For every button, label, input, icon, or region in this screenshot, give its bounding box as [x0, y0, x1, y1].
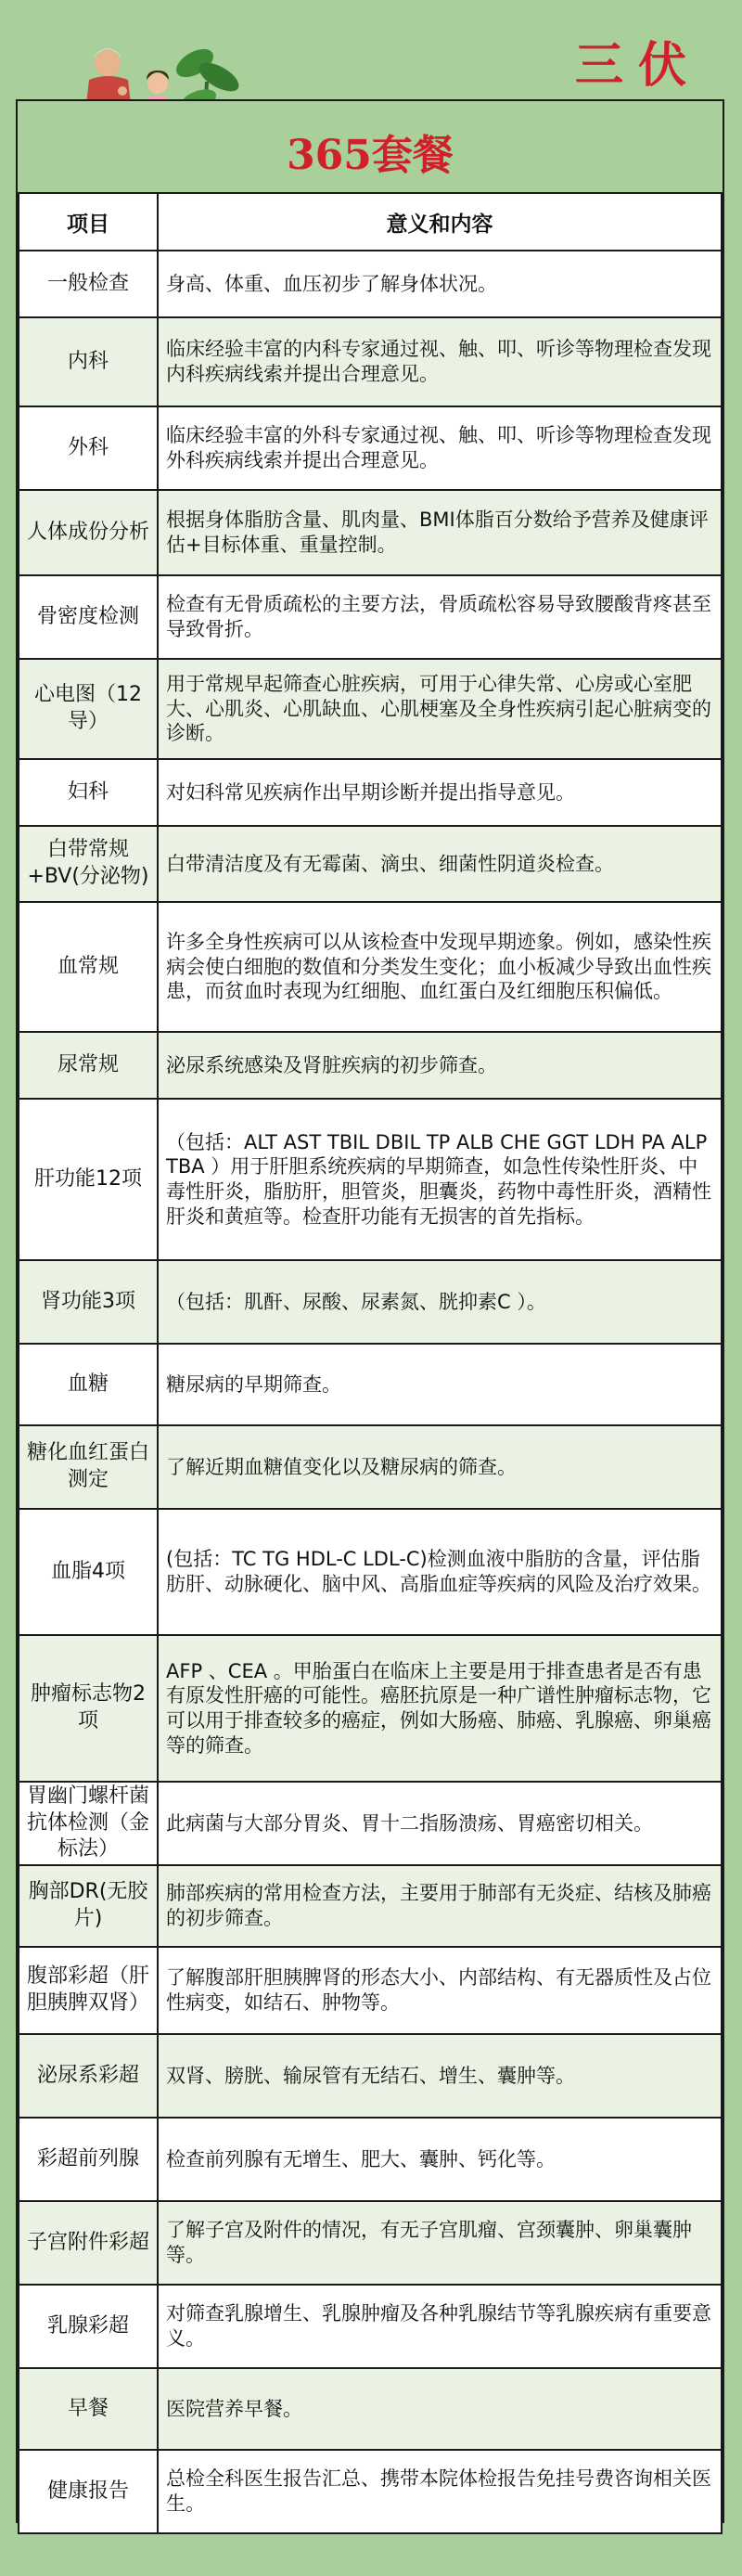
table-row — [19, 251, 722, 317]
table-row — [19, 1344, 722, 1425]
item-name: 乳腺彩超 — [19, 2285, 158, 2368]
table-row — [19, 1099, 722, 1260]
table-row — [19, 759, 722, 826]
table-row — [19, 659, 722, 759]
item-name: 糖化血红蛋白测定 — [19, 1425, 158, 1509]
item-name: 血常规 — [19, 902, 158, 1032]
item-description: 总检全科医生报告汇总、携带本院体检报告免挂号费咨询相关医生。 — [158, 2450, 722, 2533]
item-description: （包括：肌酐、尿酸、尿素氮、胱抑素C ）。 — [158, 1260, 722, 1344]
item-name: 妇科 — [19, 759, 158, 826]
column-header-meaning: 意义和内容 — [158, 193, 722, 251]
table-row — [19, 1425, 722, 1509]
item-name: 人体成份分析 — [19, 490, 158, 575]
table-row — [19, 2034, 722, 2118]
item-name: 白带常规+BV(分泌物) — [19, 826, 158, 902]
table-row — [19, 1260, 722, 1344]
package-items-table — [18, 192, 723, 2534]
item-description: (包括：TC TG HDL-C LDL-C)检测血液中脂肪的含量，评估脂肪肝、动脉硬化、脑中风、高脂血症等疾病的风险及治疗效果。 — [158, 1509, 722, 1635]
item-description: 此病菌与大部分胃炎、胃十二指肠溃疡、胃癌密切相关。 — [158, 1782, 722, 1865]
table-row — [19, 2450, 722, 2533]
item-name: 彩超前列腺 — [19, 2118, 158, 2201]
item-name: 血糖 — [19, 1344, 158, 1425]
item-name: 一般检查 — [19, 251, 158, 317]
table-row — [19, 575, 722, 659]
table-row — [19, 317, 722, 406]
item-name: 健康报告 — [19, 2450, 158, 2533]
page-header — [0, 0, 742, 102]
item-description: 临床经验丰富的外科专家通过视、触、叩、听诊等物理检查发现外科疾病线索并提出合理意见。 — [158, 406, 722, 490]
table-row — [19, 1947, 722, 2034]
brand-title: 三伏 — [574, 37, 701, 94]
item-name: 早餐 — [19, 2368, 158, 2450]
item-description: 了解近期血糖值变化以及糖尿病的筛查。 — [158, 1425, 722, 1509]
table-row — [19, 2201, 722, 2285]
item-description: 医院营养早餐。 — [158, 2368, 722, 2450]
table-row — [19, 1782, 722, 1865]
table-row — [19, 826, 722, 902]
item-description: 对妇科常见疾病作出早期诊断并提出指导意见。 — [158, 759, 722, 826]
item-name: 血脂4项 — [19, 1509, 158, 1635]
table-row — [19, 2285, 722, 2368]
table-row — [19, 2118, 722, 2201]
table-row — [19, 1032, 722, 1099]
item-name: 泌尿系彩超 — [19, 2034, 158, 2118]
item-description: 白带清洁度及有无霉菌、滴虫、细菌性阴道炎检查。 — [158, 826, 722, 902]
item-description: 双肾、膀胱、输尿管有无结石、增生、囊肿等。 — [158, 2034, 722, 2118]
item-description: 许多全身性疾病可以从该检查中发现早期迹象。例如，感染性疾病会使白细胞的数值和分类发生变化；血小板减少导致出血性疾患，而贫血时表现为红细胞、血红蛋白及红细胞压积偏低。 — [158, 902, 722, 1032]
item-description: 了解子宫及附件的情况，有无子宫肌瘤、宫颈囊肿、卵巢囊肿等。 — [158, 2201, 722, 2285]
item-description: 根据身体脂肪含量、肌肉量、BMI体脂百分数给予营养及健康评估+目标体重、重量控制。 — [158, 490, 722, 575]
package-title: 365套餐 — [287, 132, 454, 179]
item-description: 对筛查乳腺增生、乳腺肿瘤及各种乳腺结节等乳腺疾病有重要意义。 — [158, 2285, 722, 2368]
item-description: 用于常规早起筛查心脏疾病，可用于心律失常、心房或心室肥大、心肌炎、心肌缺血、心肌梗塞及全身性疾病引起心脏病变的诊断。 — [158, 659, 722, 759]
item-name: 胸部DR(无胶片) — [19, 1865, 158, 1947]
item-name: 子宫附件彩超 — [19, 2201, 158, 2285]
table-row — [19, 1509, 722, 1635]
item-description: 肺部疾病的常用检查方法，主要用于肺部有无炎症、结核及肺癌的初步筛查。 — [158, 1865, 722, 1947]
table-header-row — [19, 193, 722, 251]
item-description: 检查前列腺有无增生、肥大、囊肿、钙化等。 — [158, 2118, 722, 2201]
item-description: 检查有无骨质疏松的主要方法，骨质疏松容易导致腰酸背疼甚至导致骨折。 — [158, 575, 722, 659]
item-description: 身高、体重、血压初步了解身体状况。 — [158, 251, 722, 317]
item-name: 尿常规 — [19, 1032, 158, 1099]
table-row — [19, 1865, 722, 1947]
package-title-band — [18, 101, 723, 194]
item-description: 糖尿病的早期筛查。 — [158, 1344, 722, 1425]
item-name: 肿瘤标志物2项 — [19, 1635, 158, 1782]
table-row — [19, 490, 722, 575]
table-row — [19, 902, 722, 1032]
table-row — [19, 2368, 722, 2450]
item-name: 胃幽门螺杆菌抗体检测（金标法） — [19, 1782, 158, 1865]
column-header-item: 项目 — [19, 193, 158, 251]
table-row — [19, 406, 722, 490]
item-description: 临床经验丰富的内科专家通过视、触、叩、听诊等物理检查发现内科疾病线索并提出合理意见。 — [158, 317, 722, 406]
item-name: 心电图（12导） — [19, 659, 158, 759]
item-name: 肾功能3项 — [19, 1260, 158, 1344]
item-name: 骨密度检测 — [19, 575, 158, 659]
item-description: 了解腹部肝胆胰脾肾的形态大小、内部结构、有无器质性及占位性病变，如结石、肿物等。 — [158, 1947, 722, 2034]
item-name: 腹部彩超（肝胆胰脾双肾） — [19, 1947, 158, 2034]
package-card — [16, 99, 724, 2523]
item-description: AFP 、CEA 。甲胎蛋白在临床上主要是用于排查患者是否有患有原发性肝癌的可能性。癌胚抗原是一种广谱性肿瘤标志物，它可以用于排查较多的癌症，例如大肠癌、肺癌、乳腺癌、卵巢癌等的筛查。 — [158, 1635, 722, 1782]
item-name: 肝功能12项 — [19, 1099, 158, 1260]
item-name: 内科 — [19, 317, 158, 406]
item-description: （包括：ALT AST TBIL DBIL TP ALB CHE GGT LDH PA ALP TBA ）用于肝胆系统疾病的早期筛查，如急性传染性肝炎、中毒性肝炎，脂肪肝，胆管炎，胆囊炎，药物中毒性肝炎，酒精性肝炎和黄疸等。检查肝功能有无损害的首先指标。 — [158, 1099, 722, 1260]
item-description: 泌尿系统感染及肾脏疾病的初步筛查。 — [158, 1032, 722, 1099]
table-row — [19, 1635, 722, 1782]
item-name: 外科 — [19, 406, 158, 490]
